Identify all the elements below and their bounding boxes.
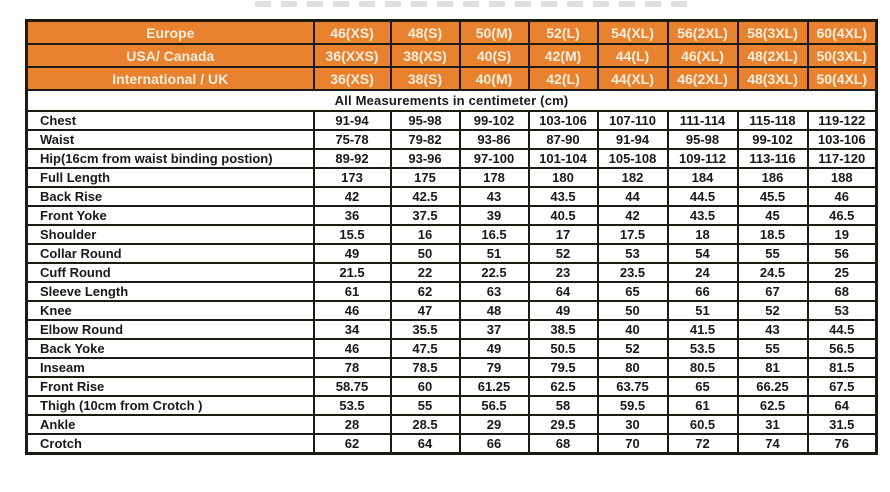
measurement-value: 42.5 (391, 187, 460, 206)
measurement-value: 72 (668, 434, 738, 454)
measurement-value: 28 (314, 415, 391, 434)
measurement-label: Thigh (10cm from Crotch ) (27, 396, 314, 415)
measurement-label: Knee (27, 301, 314, 320)
measurement-value: 182 (598, 168, 668, 187)
measurement-value: 78.5 (391, 358, 460, 377)
measurement-value: 51 (668, 301, 738, 320)
measurement-value: 178 (460, 168, 529, 187)
measurement-value: 66 (460, 434, 529, 454)
measurement-label: Inseam (27, 358, 314, 377)
measurement-label: Full Length (27, 168, 314, 187)
size-cell: 54(XL) (598, 21, 668, 45)
measurement-value: 63.75 (598, 377, 668, 396)
measurement-value: 49 (460, 339, 529, 358)
measurement-label: Sleeve Length (27, 282, 314, 301)
measurement-value: 49 (529, 301, 598, 320)
measurement-value: 55 (738, 244, 808, 263)
measurement-value: 61 (314, 282, 391, 301)
measurement-value: 58.75 (314, 377, 391, 396)
measurement-value: 42 (598, 206, 668, 225)
measurement-value: 62 (391, 282, 460, 301)
table-row (27, 168, 877, 187)
size-cell: 38(XS) (391, 44, 460, 67)
measurement-value: 81 (738, 358, 808, 377)
measurement-value: 103-106 (808, 130, 877, 149)
measurement-label: Front Yoke (27, 206, 314, 225)
measurement-value: 50 (391, 244, 460, 263)
measurement-value: 24.5 (738, 263, 808, 282)
size-cell: 48(3XL) (738, 67, 808, 90)
size-cell: 46(XL) (668, 44, 738, 67)
measurement-value: 24 (668, 263, 738, 282)
table-row (27, 434, 877, 454)
measurement-value: 66.25 (738, 377, 808, 396)
measurement-value: 64 (529, 282, 598, 301)
measurement-value: 62.5 (529, 377, 598, 396)
measurement-value: 29.5 (529, 415, 598, 434)
measurement-value: 25 (808, 263, 877, 282)
measurement-value: 117-120 (808, 149, 877, 168)
size-cell: 40(S) (460, 44, 529, 67)
table-row (27, 263, 877, 282)
measurement-value: 47.5 (391, 339, 460, 358)
measurement-value: 62 (314, 434, 391, 454)
size-system-label: Europe (27, 21, 314, 45)
measurement-value: 46 (314, 301, 391, 320)
measurement-value: 64 (391, 434, 460, 454)
measurement-value: 44 (598, 187, 668, 206)
measurement-value: 58 (529, 396, 598, 415)
measurement-value: 113-116 (738, 149, 808, 168)
measurement-value: 53 (598, 244, 668, 263)
table-row (27, 396, 877, 415)
measurement-value: 105-108 (598, 149, 668, 168)
table-row (27, 415, 877, 434)
measurement-value: 184 (668, 168, 738, 187)
measurement-value: 52 (529, 244, 598, 263)
measurement-value: 64 (808, 396, 877, 415)
measurement-value: 42 (314, 187, 391, 206)
measurement-value: 46 (808, 187, 877, 206)
measurement-value: 97-100 (460, 149, 529, 168)
measurement-value: 44.5 (808, 320, 877, 339)
measurement-value: 99-102 (738, 130, 808, 149)
measurement-value: 103-106 (529, 111, 598, 130)
table-row (27, 282, 877, 301)
measurement-label: Front Rise (27, 377, 314, 396)
table-row (27, 339, 877, 358)
measurement-value: 46.5 (808, 206, 877, 225)
measurement-value: 80.5 (668, 358, 738, 377)
measurement-value: 31 (738, 415, 808, 434)
measurement-value: 43 (460, 187, 529, 206)
size-cell: 50(M) (460, 21, 529, 45)
measurement-value: 50.5 (529, 339, 598, 358)
measurement-value: 93-86 (460, 130, 529, 149)
size-cell: 58(3XL) (738, 21, 808, 45)
measurement-value: 30 (598, 415, 668, 434)
measurement-value: 52 (738, 301, 808, 320)
measurement-value: 54 (668, 244, 738, 263)
measurement-value: 49 (314, 244, 391, 263)
size-cell: 48(2XL) (738, 44, 808, 67)
measurement-value: 47 (391, 301, 460, 320)
size-cell: 50(4XL) (808, 67, 877, 90)
measurement-label: Crotch (27, 434, 314, 454)
measurement-value: 99-102 (460, 111, 529, 130)
size-cell: 48(S) (391, 21, 460, 45)
measurement-value: 80 (598, 358, 668, 377)
measurement-value: 21.5 (314, 263, 391, 282)
measurement-value: 53.5 (668, 339, 738, 358)
table-row (27, 206, 877, 225)
size-system-label: International / UK (27, 67, 314, 90)
size-chart (25, 19, 878, 455)
size-cell: 44(XL) (598, 67, 668, 90)
measurement-value: 28.5 (391, 415, 460, 434)
measurement-value: 109-112 (668, 149, 738, 168)
measurement-label: Cuff Round (27, 263, 314, 282)
size-cell: 36(XXS) (314, 44, 391, 67)
measurement-value: 38.5 (529, 320, 598, 339)
measurement-value: 53.5 (314, 396, 391, 415)
measurement-value: 107-110 (598, 111, 668, 130)
measurement-value: 56 (808, 244, 877, 263)
table-row (27, 111, 877, 130)
size-cell: 42(L) (529, 67, 598, 90)
measurement-value: 79-82 (391, 130, 460, 149)
measurement-value: 175 (391, 168, 460, 187)
measurement-value: 43 (738, 320, 808, 339)
size-cell: 52(L) (529, 21, 598, 45)
measurement-value: 60.5 (668, 415, 738, 434)
measurement-value: 31.5 (808, 415, 877, 434)
units-note: All Measurements in centimeter (cm) (27, 90, 877, 111)
measurement-value: 18 (668, 225, 738, 244)
measurement-value: 45.5 (738, 187, 808, 206)
measurement-value: 62.5 (738, 396, 808, 415)
measurement-value: 68 (808, 282, 877, 301)
measurement-value: 40 (598, 320, 668, 339)
measurement-value: 173 (314, 168, 391, 187)
size-system-row (27, 44, 877, 67)
measurement-value: 48 (460, 301, 529, 320)
measurement-value: 45 (738, 206, 808, 225)
table-row (27, 130, 877, 149)
size-cell: 60(4XL) (808, 21, 877, 45)
measurement-value: 22 (391, 263, 460, 282)
measurement-value: 186 (738, 168, 808, 187)
measurement-value: 41.5 (668, 320, 738, 339)
size-cell: 40(M) (460, 67, 529, 90)
size-chart-table (25, 19, 878, 455)
measurement-value: 68 (529, 434, 598, 454)
measurement-value: 63 (460, 282, 529, 301)
measurement-label: Back Rise (27, 187, 314, 206)
measurement-value: 95-98 (391, 111, 460, 130)
measurement-value: 61 (668, 396, 738, 415)
measurement-label: Shoulder (27, 225, 314, 244)
table-row (27, 187, 877, 206)
measurement-value: 65 (668, 377, 738, 396)
measurement-value: 89-92 (314, 149, 391, 168)
measurement-value: 44.5 (668, 187, 738, 206)
measurement-value: 66 (668, 282, 738, 301)
measurement-value: 29 (460, 415, 529, 434)
measurement-value: 115-118 (738, 111, 808, 130)
cropped-title-remnant (255, 1, 695, 7)
measurement-label: Collar Round (27, 244, 314, 263)
units-row (27, 90, 877, 111)
measurement-value: 22.5 (460, 263, 529, 282)
size-cell: 42(M) (529, 44, 598, 67)
measurement-label: Elbow Round (27, 320, 314, 339)
table-row (27, 377, 877, 396)
measurement-value: 17.5 (598, 225, 668, 244)
measurement-label: Hip(16cm from waist binding postion) (27, 149, 314, 168)
measurement-label: Ankle (27, 415, 314, 434)
measurement-value: 35.5 (391, 320, 460, 339)
size-cell: 50(3XL) (808, 44, 877, 67)
measurement-value: 16 (391, 225, 460, 244)
measurement-value: 50 (598, 301, 668, 320)
measurement-value: 180 (529, 168, 598, 187)
measurement-value: 17 (529, 225, 598, 244)
measurement-value: 39 (460, 206, 529, 225)
measurement-value: 119-122 (808, 111, 877, 130)
measurement-value: 23 (529, 263, 598, 282)
size-cell: 56(2XL) (668, 21, 738, 45)
measurement-value: 46 (314, 339, 391, 358)
measurement-value: 95-98 (668, 130, 738, 149)
measurement-value: 91-94 (598, 130, 668, 149)
measurement-value: 93-96 (391, 149, 460, 168)
measurement-value: 78 (314, 358, 391, 377)
measurement-value: 67 (738, 282, 808, 301)
measurement-value: 19 (808, 225, 877, 244)
measurement-value: 91-94 (314, 111, 391, 130)
size-cell: 36(XS) (314, 67, 391, 90)
measurement-value: 76 (808, 434, 877, 454)
measurement-value: 61.25 (460, 377, 529, 396)
measurement-label: Waist (27, 130, 314, 149)
table-row (27, 225, 877, 244)
measurement-value: 81.5 (808, 358, 877, 377)
size-cell: 46(2XL) (668, 67, 738, 90)
measurement-value: 56.5 (460, 396, 529, 415)
measurement-value: 74 (738, 434, 808, 454)
measurement-value: 18.5 (738, 225, 808, 244)
measurement-value: 101-104 (529, 149, 598, 168)
size-cell: 44(L) (598, 44, 668, 67)
measurement-value: 59.5 (598, 396, 668, 415)
measurement-value: 53 (808, 301, 877, 320)
measurement-value: 15.5 (314, 225, 391, 244)
measurement-value: 51 (460, 244, 529, 263)
measurement-value: 34 (314, 320, 391, 339)
measurement-label: Chest (27, 111, 314, 130)
measurement-value: 16.5 (460, 225, 529, 244)
measurement-value: 52 (598, 339, 668, 358)
measurement-value: 65 (598, 282, 668, 301)
table-row (27, 149, 877, 168)
measurement-value: 36 (314, 206, 391, 225)
measurement-value: 43.5 (529, 187, 598, 206)
measurement-value: 56.5 (808, 339, 877, 358)
table-row (27, 301, 877, 320)
measurement-value: 75-78 (314, 130, 391, 149)
size-cell: 46(XS) (314, 21, 391, 45)
measurement-value: 79.5 (529, 358, 598, 377)
measurement-value: 79 (460, 358, 529, 377)
measurement-value: 37.5 (391, 206, 460, 225)
measurement-value: 111-114 (668, 111, 738, 130)
measurement-value: 43.5 (668, 206, 738, 225)
size-cell: 38(S) (391, 67, 460, 90)
size-system-row (27, 67, 877, 90)
table-row (27, 244, 877, 263)
measurement-label: Back Yoke (27, 339, 314, 358)
measurement-value: 40.5 (529, 206, 598, 225)
measurement-value: 23.5 (598, 263, 668, 282)
size-system-label: USA/ Canada (27, 44, 314, 67)
measurement-value: 60 (391, 377, 460, 396)
table-row (27, 320, 877, 339)
measurement-value: 70 (598, 434, 668, 454)
measurement-value: 188 (808, 168, 877, 187)
measurement-value: 87-90 (529, 130, 598, 149)
table-row (27, 358, 877, 377)
measurement-value: 55 (738, 339, 808, 358)
measurement-value: 67.5 (808, 377, 877, 396)
measurement-value: 55 (391, 396, 460, 415)
size-system-row (27, 21, 877, 45)
measurement-value: 37 (460, 320, 529, 339)
